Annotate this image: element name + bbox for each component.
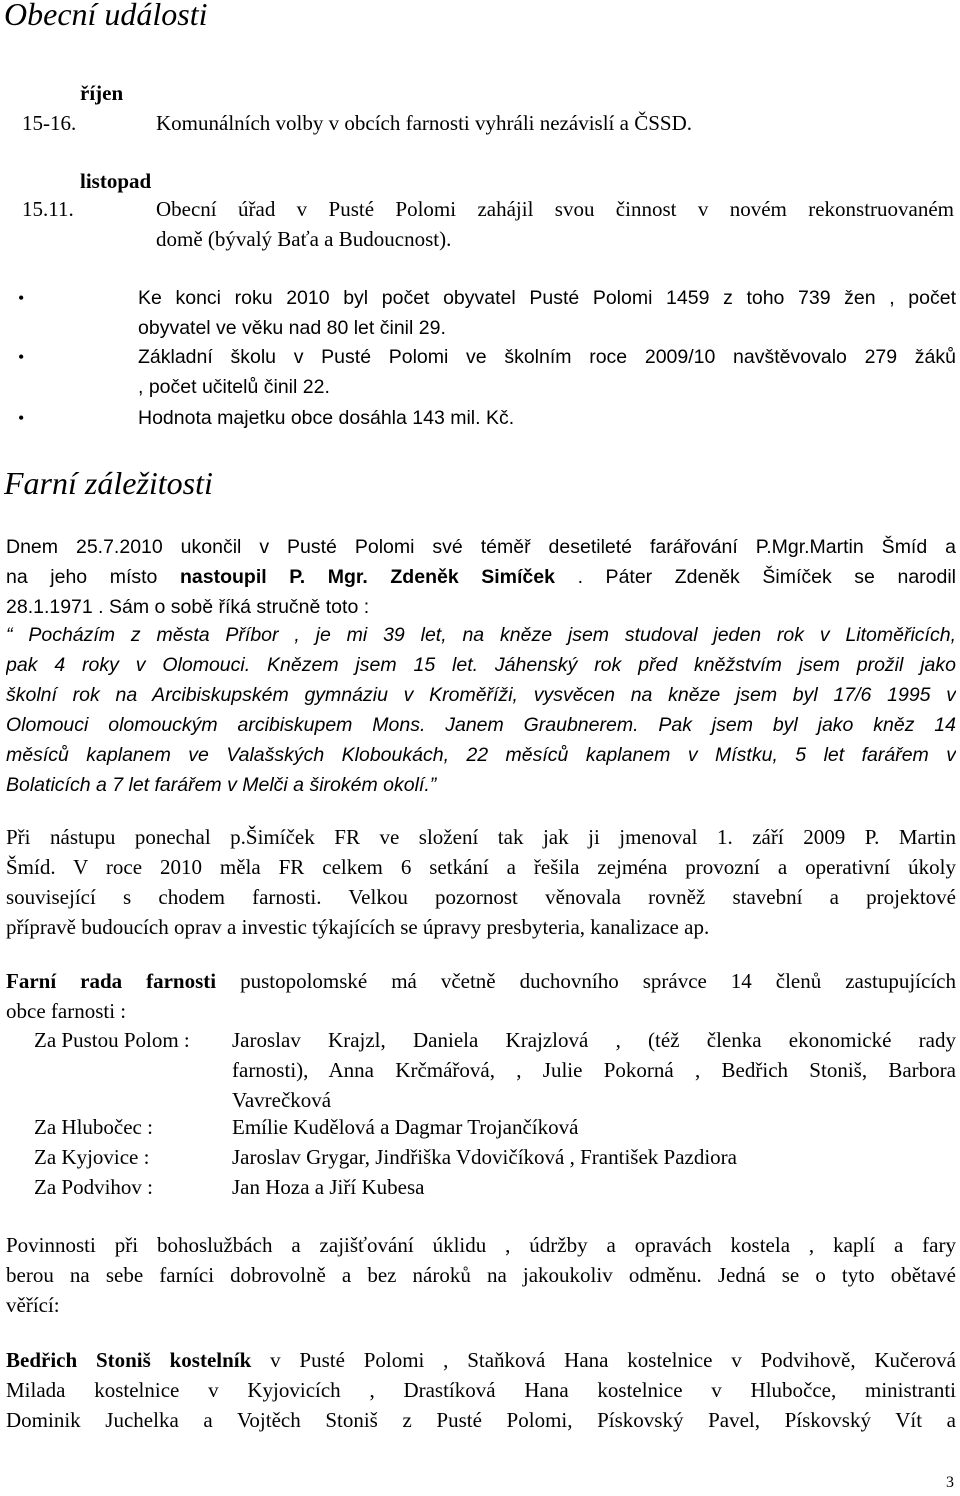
paragraph-fr: Při nástupu ponechal p.Šimíček FR ve složení tak jak ji jmenoval 1. září 2009 P. Martin Šmíd. V roce 2010 měla FR celkem 6 setkání a řešila zejména provozní a operativní úkoly související s chodem farnosti. Velkou pozornost věnovala rovněž stavební a projektové přípravě budoucích oprav a investic týkajících se úpravy presbyteria, kanalizace ap. [6,825,956,939]
label-podvihov: Za Podvihov : [34,1175,153,1199]
page-number: 3 [946,1474,954,1491]
paragraph-farar: Dnem 25.7.2010 ukončil v Pusté Polomi své téměř desetileté farářování P.Mgr.Martin Šmíd a na jeho místo nastoupil P. Mgr. Zdeněk Simíček . Páter Zdeněk Šimíček se narodil 28.1.1971 . Sám o sobě říká stručně toto : [6,536,956,618]
paragraph-kostelnici: Bedřich Stoniš kostelník v Pusté Polomi , Staňková Hana kostelnice v Podvihově, Kučerová Milada kostelnice v Kyjovicích , Drastíková Hana kostelnice v Hlubočce, ministranti Dominik Juchelka a Vojtěch Stoniš z Pusté Polomi, Pískovský Pavel, Pískovský Vít a [6,1348,956,1432]
heading-farni-zalezitosti: Farní záležitosti [4,465,213,501]
members-kyjovice: Jaroslav Grygar, Jindřiška Vdovičíková , František Pazdiora [232,1145,737,1169]
heading-obecni-udalosti: Obecní události [4,0,208,32]
bullet-item-population: Ke konci roku 2010 byl počet obyvatel Pusté Polomi 1459 z toho 739 žen , počet obyvatel ve věku nad 80 let činil 29. [138,287,956,339]
month-rijen: říjen [80,81,124,105]
bullet-icon: • [18,288,25,308]
bullet-icon: • [18,408,25,428]
members-hlubocec: Emílie Kudělová a Dagmar Trojančíková [232,1115,579,1139]
members-podvihov: Jan Hoza a Jiří Kubesa [232,1175,425,1199]
label-kyjovice: Za Kyjovice : [34,1145,150,1169]
event-text-2: Obecní úřad v Pusté Polomi zahájil svou činnost v novém rekonstruovaném domě (bývalý Baťa a Budoucnost). [156,197,954,251]
event-date-2: 15.11. [22,197,74,221]
quote-simicek: “ Pocházím z města Příbor , je mi 39 let, na kněze jsem studoval jeden rok v Litoměřicích, pak 4 roky v Olomouci. Knězem jsem 15 let. Jáhenský rok před kněžstvím jsem prožil jako školní rok na Arcibiskupském gymnáziu v Kroměříži, vysvěcen na kněze jsem byl 17/6 1995 v Olomouci olomouckým arcibiskupem Mons. Janem Graubnerem. Pak jsem byl jako kněz 14 měsíců kaplanem ve Valašských Kloboukách, 22 měsíců kaplanem v Místku, 5 let farářem v Bolaticích a 7 let farářem v Melči a širokém okolí.” [6,624,956,796]
label-pusta-polom: Za Pustou Polom : [34,1028,190,1052]
paragraph-farni-rada: Farní rada farnosti pustopolomské má včetně duchovního správce 14 členů zastupujících obce farnosti : [6,969,956,1023]
month-listopad: listopad [80,169,152,193]
bullet-item-school: Základní školu v Pusté Polomi ve školním roce 2009/10 navštěvovalo 279 žáků , počet učitelů činil 22. [138,346,956,398]
paragraph-povinnosti: Povinnosti při bohoslužbách a zajišťování úklidu , údržby a opravách kostela , kaplí a fary berou na sebe farníci dobrovolně a bez nároků na jakoukoliv odměnu. Jedná se o tyto obětavé věřící: [6,1233,956,1317]
bullet-icon: • [18,347,25,367]
label-hlubocec: Za Hlubočec : [34,1115,153,1139]
event-text-1: Komunálních volby v obcích farnosti vyhráli nezávislí a ČSSD. [156,111,692,135]
event-date-1: 15-16. [22,111,77,135]
members-pusta-polom: Jaroslav Krajzl, Daniela Krajzlová , (též členka ekonomické rady farnosti), Anna Krčmářová, , Julie Pokorná , Bedřich Stoniš, Barbora Vavrečková [232,1028,956,1112]
bullet-item-property: Hodnota majetku obce dosáhla 143 mil. Kč. [138,407,515,429]
